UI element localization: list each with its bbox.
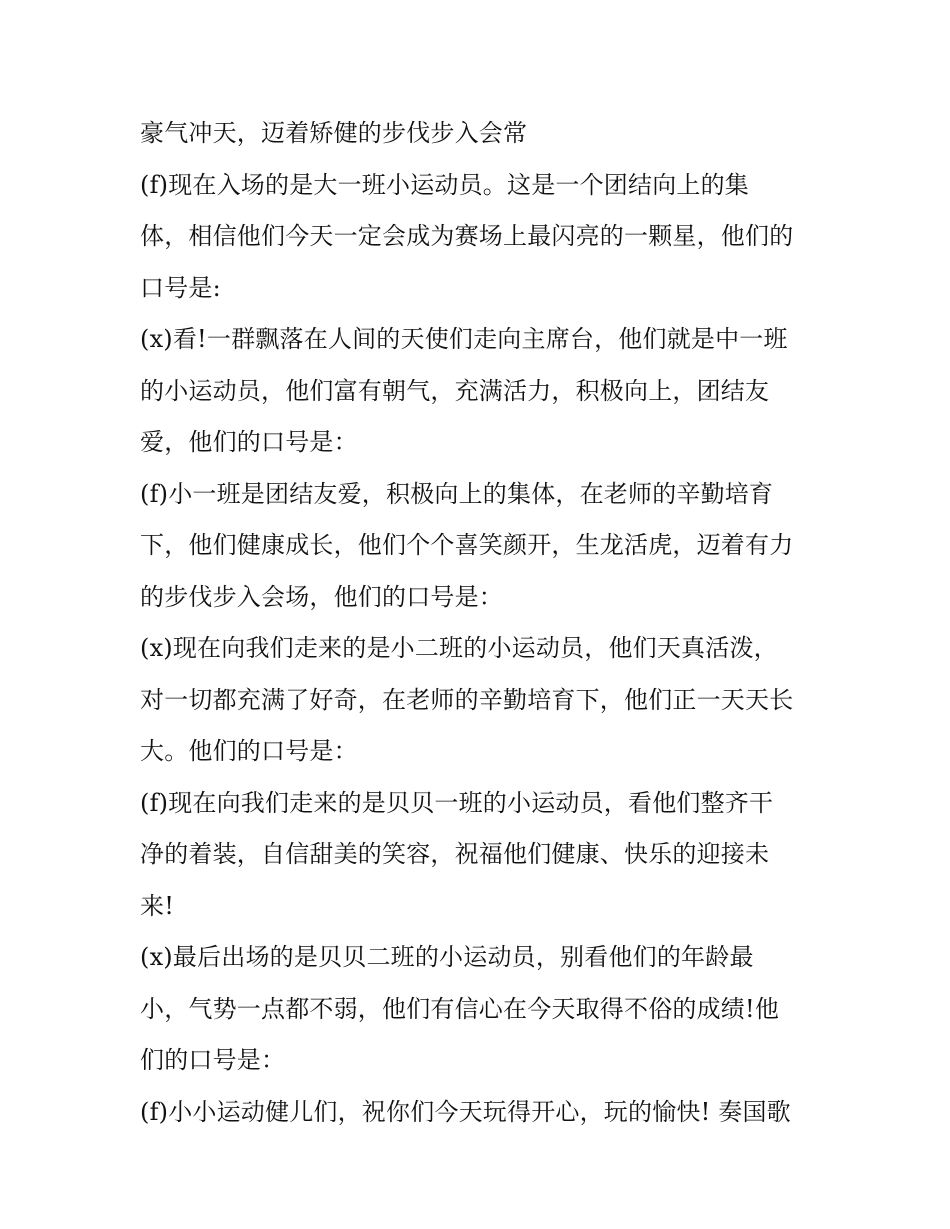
text-line: 口号是: [140, 273, 221, 302]
text-line: 大。他们的口号是： [140, 737, 358, 765]
text-line: 爱，他们的口号是： [140, 428, 358, 456]
text-line: 净的着装，自信甜美的笑容，祝福他们健康、快乐的迎接未 [140, 840, 770, 868]
text-line: (f)现在入场的是大一班小运动员。这是一个团结向上的集 [140, 170, 750, 199]
document-body [140, 108, 820, 1138]
text-line: (f)小小运动健儿们，祝你们今天玩得开心，玩的愉快! 奏国歌 [140, 1097, 791, 1126]
text-line: 体，相信他们今天一定会成为赛场上最闪亮的一颗星，他们的 [140, 222, 794, 250]
text-line: 们的口号是： [140, 1046, 286, 1074]
text-line: (f)小一班是团结友爱，积极向上的集体，在老师的辛勤培育 [140, 479, 774, 508]
text-line: (f)现在向我们走来的是贝贝一班的小运动员，看他们整齐干 [140, 788, 774, 817]
text-line: 对一切都充满了好奇，在老师的辛勤培育下，他们正一天天长 [140, 685, 794, 714]
text-line: (x)现在向我们走来的是小二班的小运动员，他们天真活泼， [140, 634, 778, 662]
text-line: 豪气冲天，迈着矫健的步伐步入会常 [140, 119, 528, 147]
text-line: 来! [140, 891, 175, 920]
text-line: 的步伐步入会场，他们的口号是： [140, 582, 503, 611]
text-line: 下，他们健康成长，他们个个喜笑颜开，生龙活虎，迈着有力 [140, 531, 794, 559]
text-line: (x)看!一群飘落在人间的天使们走向主席台，他们就是中一班 [140, 325, 788, 353]
text-line: (x)最后出场的是贝贝二班的小运动员，别看他们的年龄最 [140, 943, 754, 971]
text-line: 小，气势一点都不弱，他们有信心在今天取得不俗的成绩!他 [140, 994, 780, 1023]
text-line: 的小运动员，他们富有朝气，充满活力，积极向上，团结友 [140, 376, 770, 405]
